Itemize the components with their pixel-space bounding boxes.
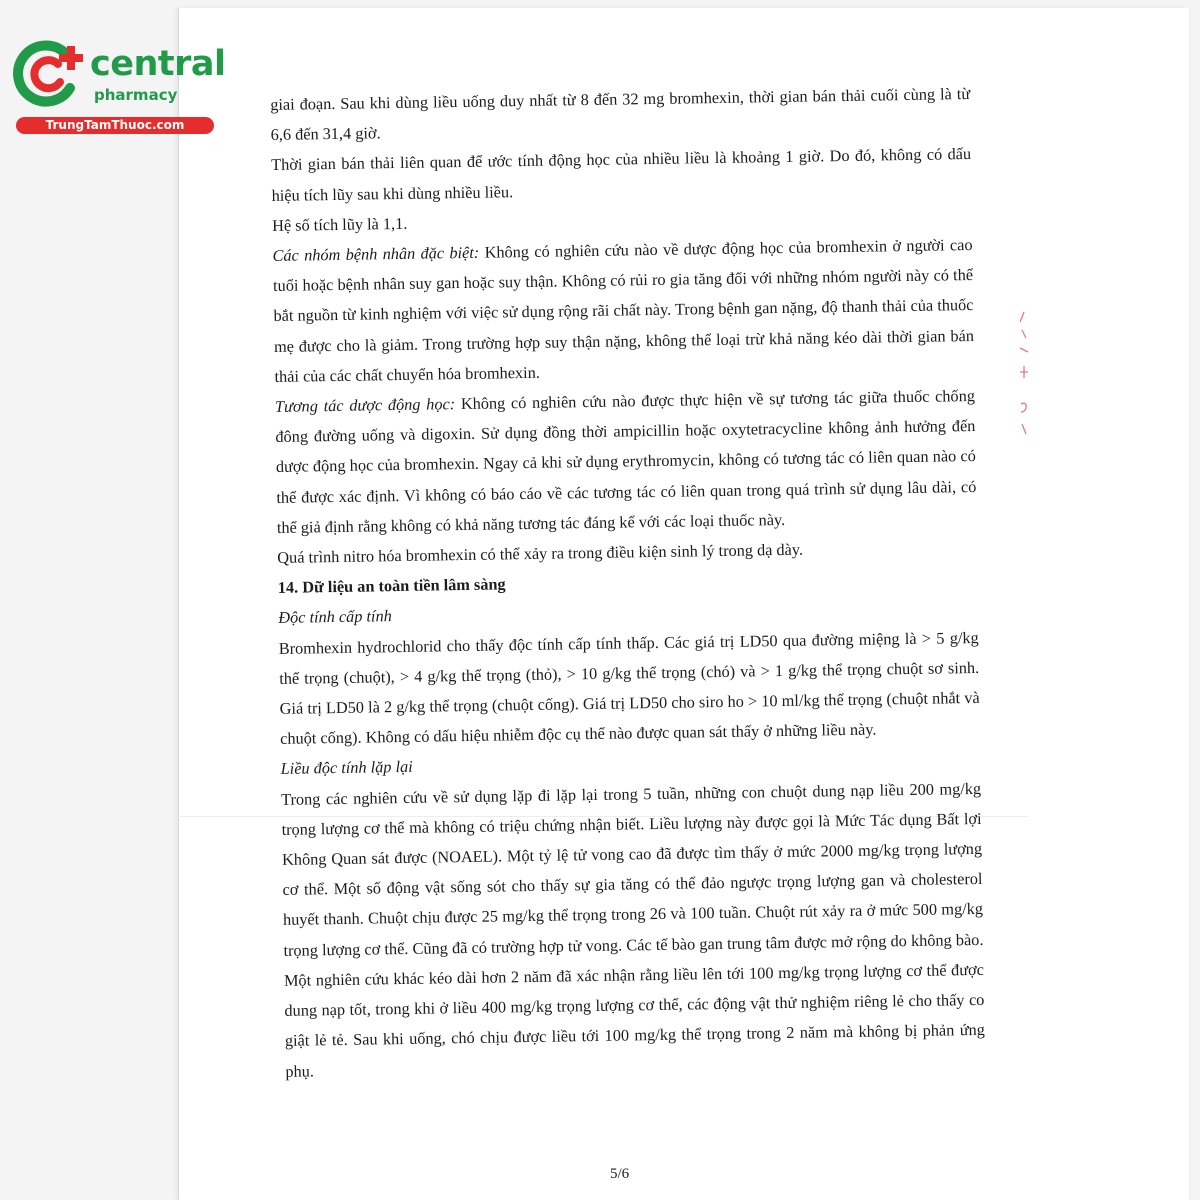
margin-stamp-marks <box>1012 308 1032 448</box>
paragraph-multiple-dose: Thời gian bán thải liên quan để ước tính động học của nhiều liều là khoảng 1 giờ. Do đó, không có dấu hiệu tích lũy sau khi dùng nhiều liều. <box>271 144 972 205</box>
paragraph-half-life: giai đoạn. Sau khi dùng liều uống duy nhất từ 8 đến 32 mg bromhexin, thời gian bán thải cuối cùng là từ 6,6 đến 31,4 giờ. <box>270 84 971 145</box>
pk-interactions-label: Tương tác dược động học: <box>274 394 456 416</box>
handwritten-margin-mark-icon <box>1016 308 1032 438</box>
paragraph-acute-toxicity: Bromhexin hydrochlorid cho thấy độc tính cấp tính thấp. Các giá trị LD50 qua đường miệng là > 5 g/kg thể trọng (chuột), > 4 g/kg thể trọng (thỏ), > 10 g/kg thể trọng (chó) và > 1 g/kg thể trọng chuột sơ sinh. Giá trị LD50 là 2 g/kg thể trọng (chuột cống). Giá trị LD50 cho siro ho > 10 ml/kg thể trọng (chuột nhắt và chuột cống). Không có dấu hiệu nhiễm độc cụ thể nào được quan sát thấy ở những liều này. <box>278 627 980 749</box>
paragraph-repeat-dose-toxicity: Trong các nghiên cứu về sử dụng lặp đi lặp lại trong 5 tuần, những con chuột dung nạp liều 200 mg/kg trọng lượng cơ thể mà không có triệu chứng nhận biết. Liều lượng này được gọi là Mức Tác dụng Bất lợi Không Quan sát được (NOAEL). Một tỷ lệ tử vong cao đã được tìm thấy ở mức 2000 mg/kg trọng lượng cơ thể. Một số động vật sống sót cho thấy sự gia tăng có thể đảo ngược trọng lượng gan và cholesterol huyết thanh. Chuột chịu được 25 mg/kg thể trọng trong 26 và 100 tuần. Chuột rút xảy ra ở mức 500 mg/kg trọng lượng cơ thể. Cũng đã có trường hợp tử vong. Các tế bào gan trung tâm được mở rộng do không bào. Một nghiên cứu khác kéo dài hơn 2 năm đã xác nhận rằng liều lên tới 100 mg/kg trọng lượng cơ thể được dung nạp tốt, trong khi ở liều 400 mg/kg trọng lượng cơ thể, các động vật thử nghiệm riêng lẻ cho thấy co giật lẻ tẻ. Sau khi uống, chó chịu được liều tới 100 mg/kg thể trọng trong 2 năm mà không bị phản ứng phụ. <box>280 778 985 1081</box>
subheading-repeat-dose-toxicity: Liều độc tính lặp lại <box>280 757 413 779</box>
special-populations-text: Không có nghiên cứu nào về dược động học của bromhexin ở người cao tuổi hoặc bệnh nhân suy gan hoặc suy thận. Không có rủi ro gia tăng đối với những nhóm người này có thể bắt nguồn từ kinh nghiệm với việc sử dụng rộng rãi chất này. Trong bệnh gan nặng, độ thanh thải của thuốc mẹ được cho là giảm. Trong trường hợp suy thận nặng, không thể loại trừ khả năng kéo dài thời gian bán thải của các chất chuyển hóa bromhexin. <box>272 235 975 386</box>
page-number: 5/6 <box>610 1166 630 1182</box>
section-heading: 14. Dữ liệu an toàn tiền lâm sàng <box>277 574 506 598</box>
paragraph-pk-interactions <box>275 381 977 543</box>
paragraph-accumulation: Hệ số tích lũy là 1,1. <box>271 213 408 235</box>
pharmacy-cross-icon <box>12 40 88 112</box>
logo-website: TrungTamThuoc.com <box>16 117 214 134</box>
paragraph-nitrosation: Quá trình nitro hóa bromhexin có thể xảy ra trong điều kiện sinh lý trong dạ dày. <box>277 539 804 567</box>
pk-interactions-text: Không có nghiên cứu nào được thực hiện về sự tương tác giữa thuốc chống đông đường uống và digoxin. Sử dụng đồng thời ampicillin hoặc oxytetracycline không ảnh hưởng đến dược động học của bromhexin. Ngay cả khi sử dụng erythromycin, không có tương tác có liên quan nào có thể được xác định. Vì không có báo cáo về các tương tác có liên quan trong quá trình sử dụng lâu dài, có thể giả định rằng không có khả năng tương tác đáng kể với các loại thuốc này. <box>275 385 977 537</box>
document-body <box>270 79 986 1087</box>
logo-subtitle: pharmacy <box>94 86 178 104</box>
logo-name: central <box>90 44 226 84</box>
central-pharmacy-logo <box>6 36 226 136</box>
special-populations-label: Các nhóm bệnh nhân đặc biệt: <box>272 242 480 265</box>
subheading-acute-toxicity: Độc tính cấp tính <box>278 606 392 628</box>
paragraph-special-populations <box>272 230 974 392</box>
